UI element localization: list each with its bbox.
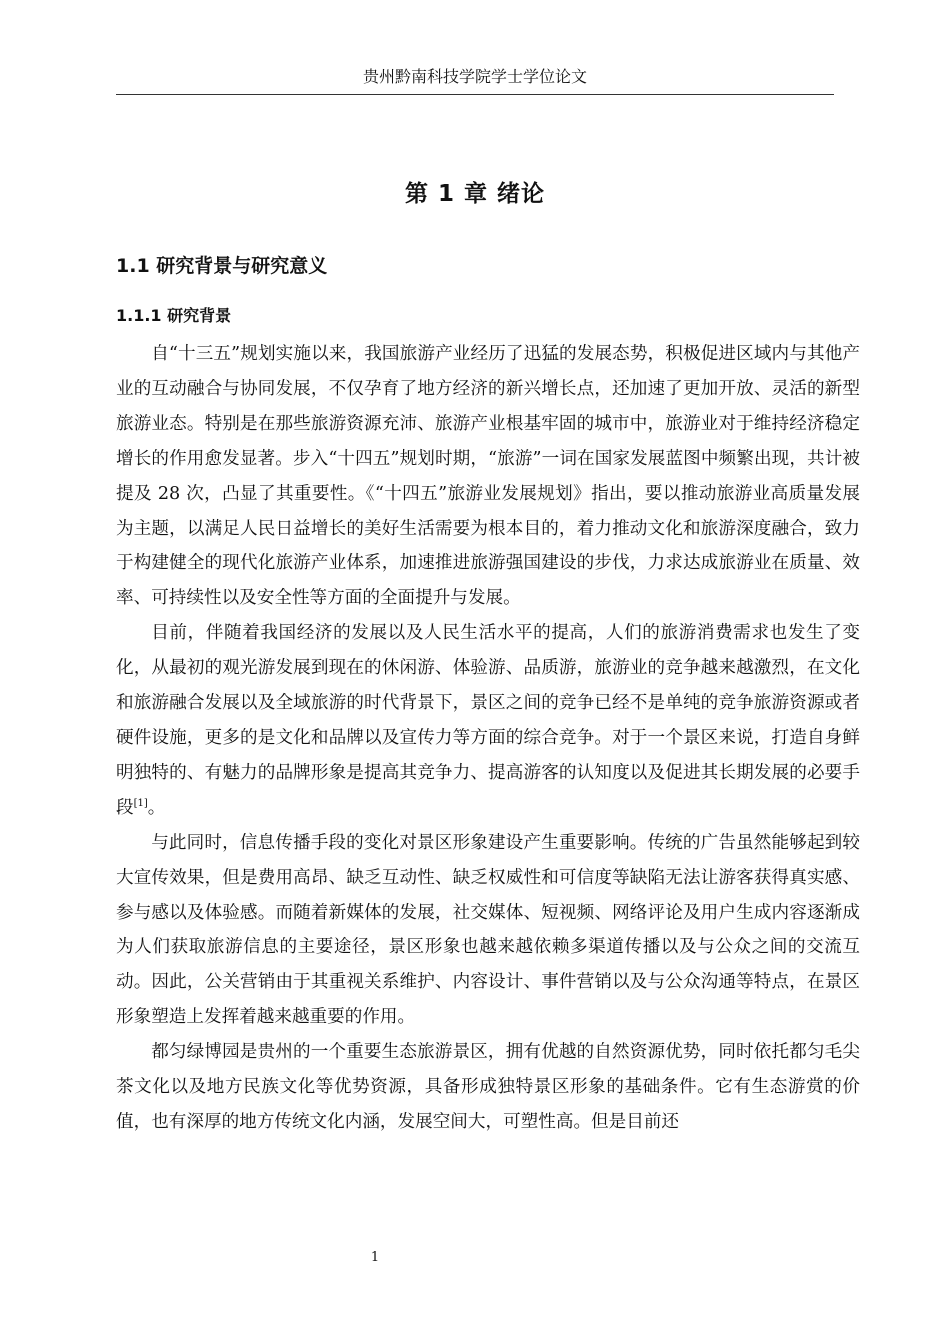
paragraph [116,616,860,825]
body-text [116,337,860,1140]
paragraph [116,826,860,1035]
paragraph-text: 与此同时，信息传播手段的变化对景区形象建设产生重要影响。传统的广告虽然能够起到较大宣传效果，但是费用高昂、缺乏互动性、缺乏权威性和可信度等缺陷无法让游客获得真实感、参与感以及体验感。而随着新媒体的发展，社交媒体、短视频、网络评论及用户生成内容逐渐成为人们获取旅游信息的主要途径，景区形象也越来越依赖多渠道传播以及与公众之间的交流互动。因此，公关营销由于其重视关系维护、内容设计、事件营销以及与公众沟通等特点，在景区形象塑造上发挥着越来越重要的作用。 [116,832,860,1028]
chapter-title: 第 1 章 绪论 [404,181,546,207]
paragraph [116,337,860,616]
paragraph-text: 目前，伴随着我国经济的发展以及人民生活水平的提高，人们的旅游消费需求也发生了变化，从最初的观光游发展到现在的休闲游、体验游、品质游，旅游业的竞争越来越激烈，在文化和旅游融合发展以及全域旅游的时代背景下，景区之间的竞争已经不是单纯的竞争旅游资源或者硬件设施，更多的是文化和品牌以及宣传力等方面的综合竞争。对于一个景区来说，打造自身鲜明独特的、有魅力的品牌形象是提高其竞争力、提高游客的认知度以及促进其长期发展的必要手段 [116,623,860,818]
paragraph-text: 自“十三五”规划实施以来，我国旅游产业经历了迅猛的发展态势，积极促进区域内与其他产业的互动融合与协同发展，不仅孕育了地方经济的新兴增长点，还加速了更加开放、灵活的新型旅游业态。特别是在那些旅游资源充沛、旅游产业根基牢固的城市中，旅游业对于维持经济稳定增长的作用愈发显著。步入“十四五”规划时期，“旅游”一词在国家发展蓝图中频繁出现，共计被提及 28 次，凸显了其重要性。《“十四五”旅游业发展规划》指出，要以推动旅游业高质量发展为主题，以满足人民日益增长的美好生活需要为根本目的，着力推动文化和旅游深度融合，致力于构建健全的现代化旅游产业体系，加速推进旅游强国建设的步伐，力求达成旅游业在质量、效率、可持续性以及安全性等方面的全面提升与发展。 [116,344,860,609]
section-title: 1.1 研究背景与研究意义 [116,255,328,277]
paragraph-text: 都匀绿博园是贵州的一个重要生态旅游景区，拥有优越的自然资源优势，同时依托都匀毛尖茶文化以及地方民族文化等优势资源，具备形成独特景区形象的基础条件。它有生态游赏的价值，也有深厚的地方传统文化内涵，发展空间大，可塑性高。但是目前还 [116,1042,860,1132]
header-divider [116,94,834,95]
paragraph-tail: 。 [147,797,166,818]
running-header: 贵州黔南科技学院学士学位论文 [362,67,587,86]
page-number: 1 [370,1250,380,1265]
citation-marker: [1] [133,797,148,809]
paragraph [116,1035,860,1140]
subsection-title: 1.1.1 研究背景 [116,306,232,325]
